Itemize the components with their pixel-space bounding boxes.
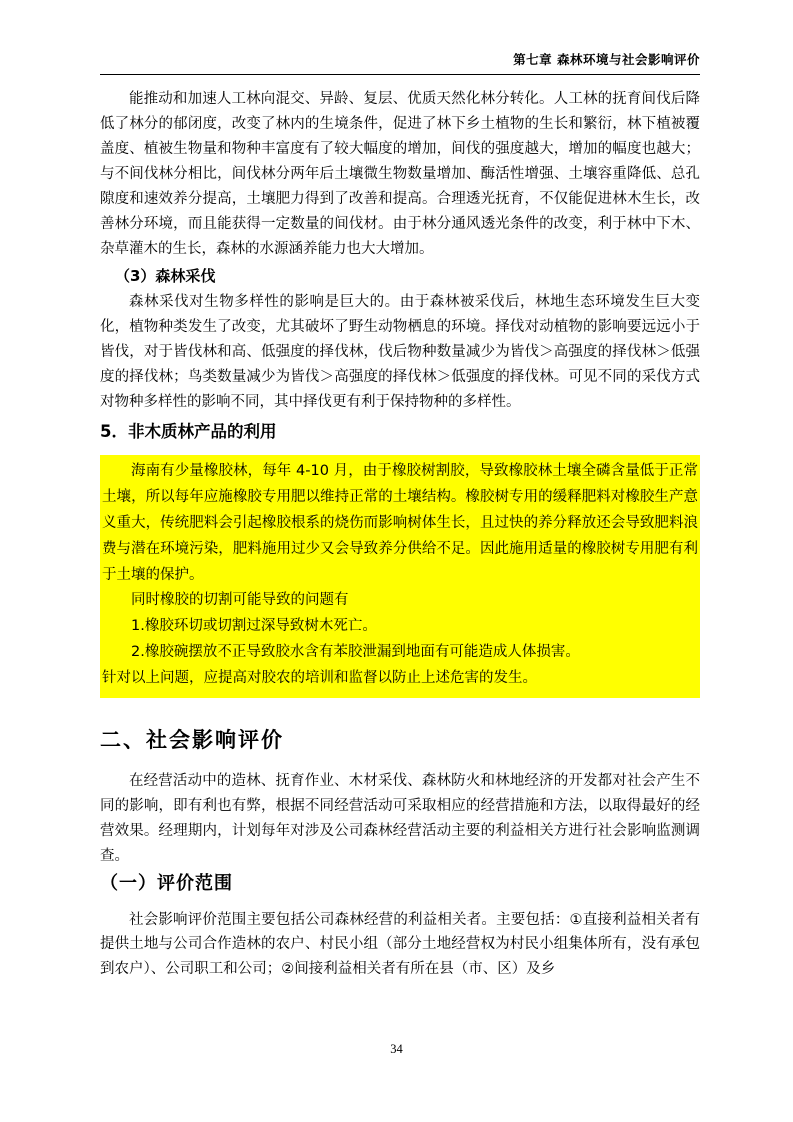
highlight-paragraph-2: 同时橡胶的切割可能导致的问题有	[131, 592, 349, 609]
page-content	[100, 50, 700, 982]
paragraph-3: 在经营活动中的造林、抚育作业、木材采伐、森林防火和林地经济的开发都对社会产生不同的影响，即有利也有弊，根据不同经营活动可采取相应的经营措施和方法，以取得最好的经营效果。经理期内，计划每年对涉及公司森林经营活动主要的利益相关方进行社会影响监测调查。	[100, 773, 700, 864]
highlighted-block	[100, 455, 700, 697]
subheading-forest-harvest: （3）森林采伐	[115, 266, 216, 285]
paragraph-1: 能推动和加速人工林向混交、异龄、复层、优质天然化林分转化。人工林的抚育间伐后降低了林分的郁闭度，改变了林内的生境条件，促进了林下乡土植物的生长和繁衍，林下植被覆盖度、植被生物量和物种丰富度有了较大幅度的增加，间伐的强度越大，增加的幅度也越大；与不间伐林分相比，间伐林分两年后土壤微生物数量增加、酶活性增强、土壤容重降低、总孔隙度和速效养分提高，土壤肥力得到了改善和提高。合理透光抚育，不仅能促进林木生长，改善林分环境，而且能获得一定数量的间伐材。由于林分通风透光条件的改变，利于林中下木、杂草灌木的生长，森林的水源涵养能力也大大增加。	[100, 91, 700, 257]
body-text	[100, 87, 700, 982]
highlight-list-item-2: 2.橡胶碗摆放不正导致胶水含有苯胶泄漏到地面有可能造成人体损害。	[131, 643, 580, 660]
highlight-paragraph-1: 海南有少量橡胶林，每年 4-10 月，由于橡胶树割胶，导致橡胶林土壤全磷含量低于正常土壤，所以每年应施橡胶专用肥以维持正常的土壤结构。橡胶树专用的缓释肥料对橡胶生产意义重大，传统肥料会引起橡胶根系的烧伤而影响树体生长，且过快的养分释放还会导致肥料浪费与潜在环境污染，肥料施用过少又会导致养分供给不足。因此施用适量的橡胶树专用肥有利于土壤的保护。	[102, 463, 698, 583]
header-divider	[100, 74, 700, 75]
subsection-heading-1: （一）评价范围	[100, 872, 233, 894]
highlight-paragraph-3: 针对以上问题，应提高对胶农的培训和监督以防止上述危害的发生。	[102, 669, 537, 686]
paragraph-4: 社会影响评价范围主要包括公司森林经营的利益相关者。主要包括：①直接利益相关者有提供土地与公司合作造林的农户、村民小组（部分土地经营权为村民小组集体所有，没有承包到农户）、公司职工和公司；②间接利益相关者有所在县（市、区）及乡	[100, 911, 700, 978]
page-number: 34	[390, 1042, 403, 1056]
numbered-heading-5: 5．非木质林产品的利用	[100, 421, 277, 441]
section-heading-2: 二、社会影响评价	[100, 727, 284, 752]
highlight-list-item-1: 1.橡胶环切或切割过深导致树木死亡。	[131, 618, 377, 635]
paragraph-2: 森林采伐对生物多样性的影响是巨大的。由于森林被采伐后，林地生态环境发生巨大变化，植物种类发生了改变，尤其破坏了野生动物栖息的环境。择伐对动植物的影响要远远小于皆伐，对于皆伐林和高、低强度的择伐林，伐后物种数量减少为皆伐＞高强度的择伐林＞低强度的择伐林；鸟类数量减少为皆伐＞高强度的择伐林＞低强度的择伐林。可见不同的采伐方式对物种多样性的影响不同，其中择伐更有利于保持物种的多样性。	[100, 294, 700, 410]
page-header: 第七章 森林环境与社会影响评价	[513, 52, 700, 67]
